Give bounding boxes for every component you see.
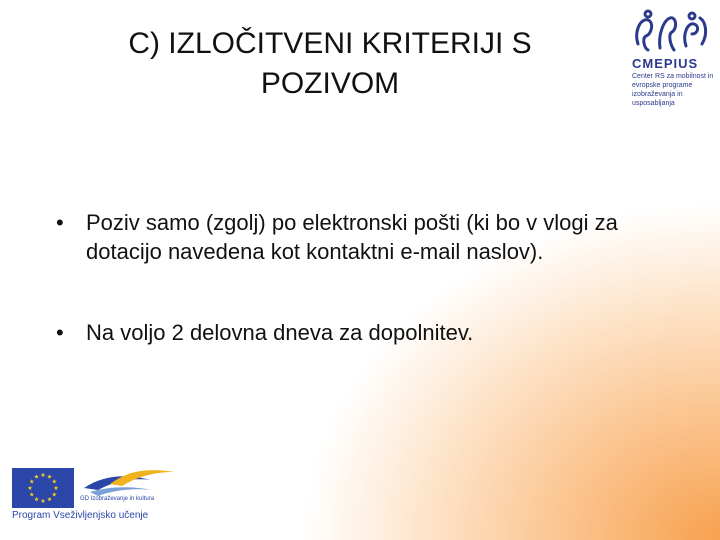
eu-star-icon xyxy=(47,474,52,478)
slide-title-line-2: POZIVOM xyxy=(260,67,400,100)
eu-star-icon xyxy=(52,479,57,483)
bullet-text: Poziv samo (zgolj) po elektronski pošti (ki bo v vlogi za dotacijo navedena kot kontaktni e-mail naslov). xyxy=(86,210,618,264)
cmepius-logo xyxy=(620,4,716,116)
slide-title-line-1: C) IZLOČITVENI KRITERIJI S xyxy=(128,27,532,60)
program-label: Program Vseživljenjsko učenje xyxy=(12,510,149,521)
eu-star-icon xyxy=(28,486,33,490)
bullet-item xyxy=(52,208,642,266)
eu-flag-icon xyxy=(12,468,74,508)
bullet-item xyxy=(52,318,642,347)
eu-star-icon xyxy=(34,474,39,478)
cmepius-wordmark: CMEPIUS xyxy=(632,56,699,71)
eu-star-icon xyxy=(47,497,52,501)
cmepius-tagline: Center RS za mobilnost in evropske programe izobraževanja in usposabljanja xyxy=(632,73,714,107)
slide-title xyxy=(60,24,600,104)
llp-caption: GD Izobraževanje in kultura xyxy=(80,496,155,502)
eu-star-icon xyxy=(34,497,39,501)
eu-star-icon xyxy=(29,492,34,496)
bullet-text: Na voljo 2 delovna dneva za dopolnitev. xyxy=(86,320,474,345)
eu-star-icon xyxy=(54,486,59,490)
eu-star-icon xyxy=(41,473,46,477)
bullet-marker: • xyxy=(56,320,64,345)
eu-program-logos xyxy=(8,464,180,522)
bullet-marker: • xyxy=(56,210,64,235)
cmepius-figures-icon xyxy=(620,4,716,56)
eu-star-icon xyxy=(41,499,46,503)
eu-star-icon xyxy=(29,479,34,483)
bullet-list xyxy=(52,208,642,347)
eu-star-icon xyxy=(52,492,57,496)
